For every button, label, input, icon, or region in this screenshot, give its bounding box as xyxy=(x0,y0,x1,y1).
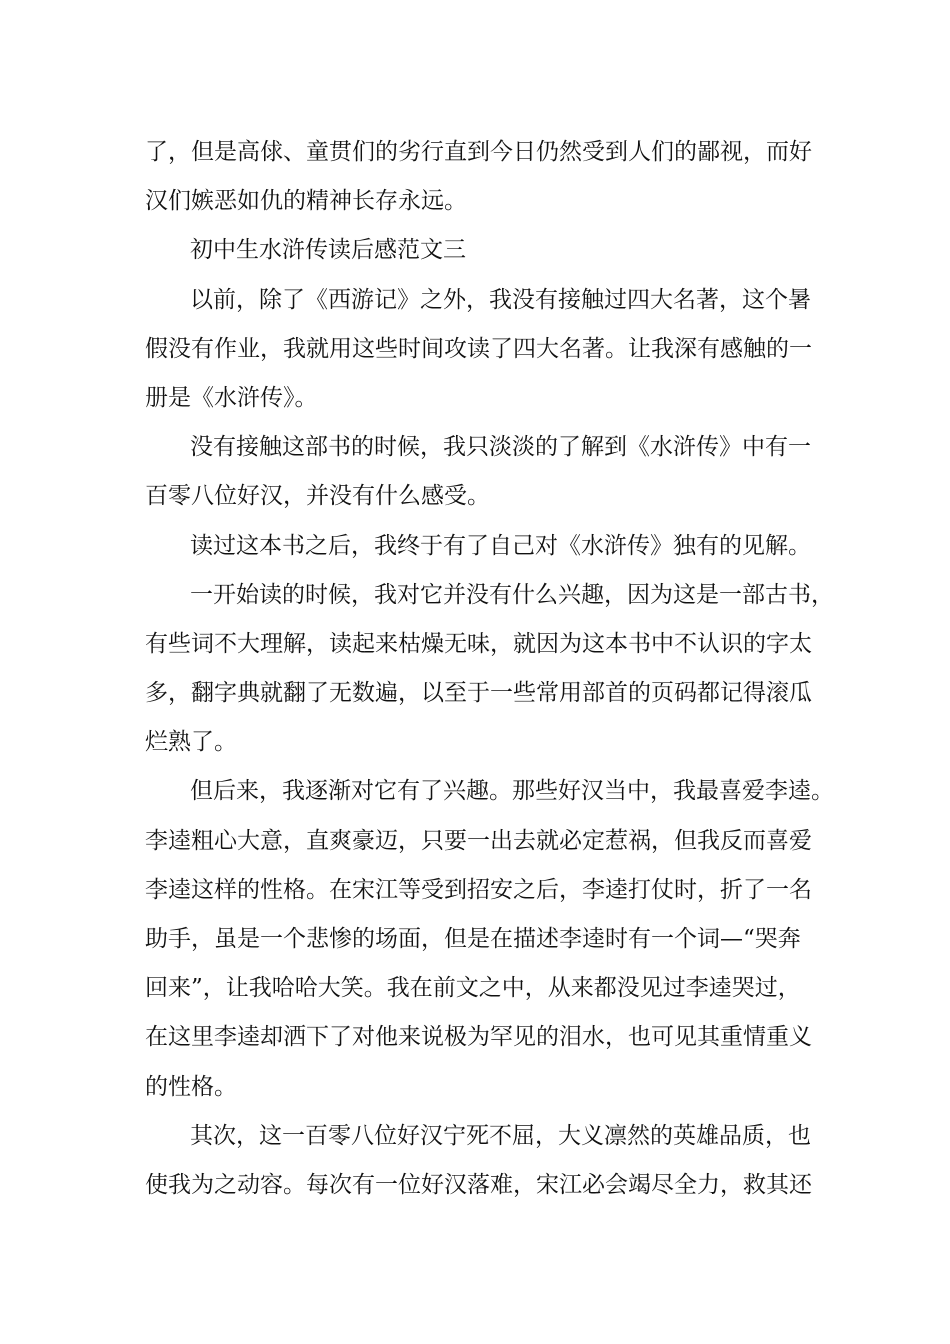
text-line: 有些词不大理解，读起来枯燥无味，就因为这本书中不认识的字太 xyxy=(145,630,812,657)
text-line: 其次，这一百零八位好汉宁死不屈，大义凛然的英雄品质，也 xyxy=(190,1122,811,1149)
text-line: 假没有作业，我就用这些时间攻读了四大名著。让我深有感触的一 xyxy=(145,335,812,362)
text-line: 李逵粗心大意，直爽豪迈，只要一出去就必定惹祸，但我反而喜爱 xyxy=(145,827,812,854)
text-line: 百零八位好汉，并没有什么感受。 xyxy=(145,483,490,510)
text-line: 在这里李逵却洒下了对他来说极为罕见的泪水，也可见其重情重义 xyxy=(145,1024,812,1051)
document-body xyxy=(145,128,835,1210)
text-line: 以前，除了《西游记》之外，我没有接触过四大名著，这个暑 xyxy=(190,286,811,313)
text-line: 助手，虽是一个悲惨的场面，但是在描述李逵时有一个词—“哭奔 xyxy=(145,926,801,952)
text-line: 册是《水浒传》。 xyxy=(145,384,318,411)
text-line: 的性格。 xyxy=(145,1073,237,1100)
text-line: 读过这本书之后，我终于有了自己对《水浒传》独有的见解。 xyxy=(190,532,811,559)
text-line: 了，但是高俅、童贯们的劣行直到今日仍然受到人们的鄙视，而好 xyxy=(145,139,812,165)
text-line: 多，翻字典就翻了无数遍，以至于一些常用部首的页码都记得滚瓜 xyxy=(145,680,812,707)
text-line: 使我为之动容。每次有一位好汉落难，宋江必会竭尽全力，救其还 xyxy=(145,1171,812,1198)
text-line: 回来”，让我哈哈大笑。我在前文之中，从来都没见过李逵哭过， xyxy=(145,975,801,1002)
text-line: 汉们嫉恶如仇的精神长存永远。 xyxy=(145,188,467,215)
text-line: 初中生水浒传读后感范文三 xyxy=(190,237,466,264)
text-line: 没有接触这部书的时候，我只淡淡的了解到《水浒传》中有一 xyxy=(190,434,811,461)
text-line: 李逵这样的性格。在宋江等受到招安之后，李逵打仗时，折了一名 xyxy=(145,876,812,903)
text-line: 一开始读的时候，我对它并没有什么兴趣，因为这是一部古书， xyxy=(190,581,834,608)
text-line: 烂熟了。 xyxy=(145,729,237,756)
text-line: 但后来，我逐渐对它有了兴趣。那些好汉当中，我最喜爱李逵。 xyxy=(190,778,834,805)
